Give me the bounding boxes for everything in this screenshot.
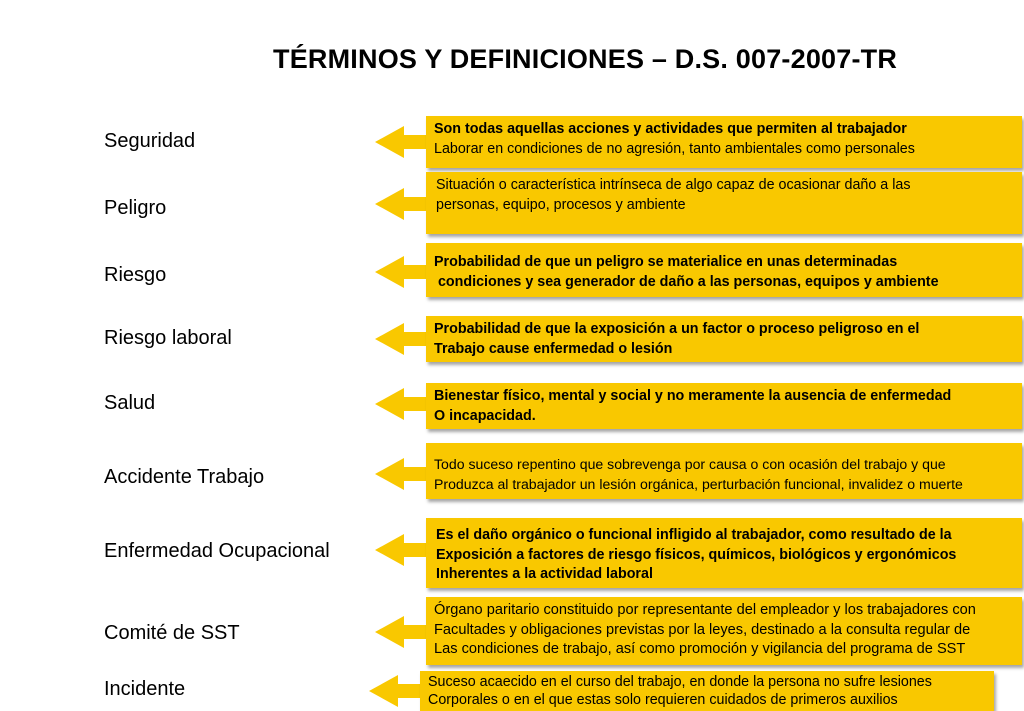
definition-line: Exposición a factores de riesgo físicos, químicos, biológicos y ergonómicos [436, 546, 957, 563]
definition-line: Inherentes a la actividad laboral [436, 566, 653, 582]
definition-riesgo [426, 243, 1022, 297]
definition-peligro [426, 172, 1022, 234]
definition-line: Situación o característica intrínseca de algo capaz de ocasionar daño a las [436, 177, 911, 193]
page-title: TÉRMINOS Y DEFINICIONES – D.S. 007-2007-TR [273, 44, 898, 74]
definition-riesgo-laboral [426, 316, 1022, 362]
term-accidente-trabajo: Accidente Trabajo [104, 466, 265, 488]
arrow-left-icon [374, 614, 426, 650]
definition-seguridad [426, 116, 1022, 168]
definition-accidente-trabajo [426, 443, 1022, 499]
definition-line: Todo suceso repentino que sobrevenga por causa o con ocasión del trabajo y que [434, 456, 946, 472]
arrow-left-icon [374, 254, 426, 290]
definition-line: Las condiciones de trabajo, así como promoción y vigilancia del programa de SST [434, 641, 966, 657]
definition-incidente [420, 671, 994, 711]
definition-enfermedad-ocupacional [426, 518, 1022, 588]
definition-line: O incapacidad. [434, 407, 536, 424]
definition-comite-sst [426, 597, 1022, 665]
definition-line: Probabilidad de que un peligro se materialice en unas determinadas [434, 254, 898, 270]
term-comite-sst: Comité de SST [104, 622, 240, 644]
definition-line: Corporales o en el que estas solo requieren cuidados de primeros auxilios [428, 692, 898, 708]
term-riesgo: Riesgo [104, 264, 167, 286]
arrow-left-icon [374, 386, 426, 422]
term-seguridad: Seguridad [104, 130, 196, 152]
term-peligro: Peligro [104, 197, 167, 219]
arrow-left-icon [374, 532, 426, 568]
definition-line: Suceso acaecido en el curso del trabajo, en donde la persona no sufre lesiones [428, 674, 932, 690]
definition-line: Órgano paritario constituido por representante del empleador y los trabajadores con [434, 602, 976, 618]
definition-line: condiciones y sea generador de daño a las personas, equipos y ambiente [434, 273, 939, 290]
arrow-left-icon [368, 673, 420, 709]
definition-line: Probabilidad de que la exposición a un factor o proceso peligroso en el [434, 321, 920, 337]
arrow-left-icon [374, 321, 426, 357]
definition-line: Facultades y obligaciones previstas por la leyes, destinado a la consulta regular de [434, 621, 971, 638]
definition-line: Son todas aquellas acciones y actividades que permiten al trabajador [434, 121, 907, 137]
arrow-left-icon [374, 456, 426, 492]
definition-line: personas, equipo, procesos y ambiente [436, 196, 686, 213]
term-salud: Salud [104, 392, 156, 414]
term-incidente: Incidente [104, 678, 186, 700]
arrow-left-icon [374, 124, 426, 160]
definition-line: Es el daño orgánico o funcional infligido al trabajador, como resultado de la [436, 527, 952, 543]
arrow-left-icon [374, 186, 426, 222]
definition-line: Trabajo cause enfermedad o lesión [434, 340, 673, 357]
definition-line: Bienestar físico, mental y social y no meramente la ausencia de enfermedad [434, 388, 952, 404]
term-riesgo-laboral: Riesgo laboral [104, 327, 232, 349]
definition-salud [426, 383, 1022, 429]
definition-line: Produzca al trabajador un lesión orgánica, perturbación funcional, invalidez o muerte [434, 475, 963, 492]
definition-line: Laborar en condiciones de no agresión, tanto ambientales como personales [434, 140, 915, 157]
term-enfermedad-ocupacional: Enfermedad Ocupacional [104, 540, 330, 562]
